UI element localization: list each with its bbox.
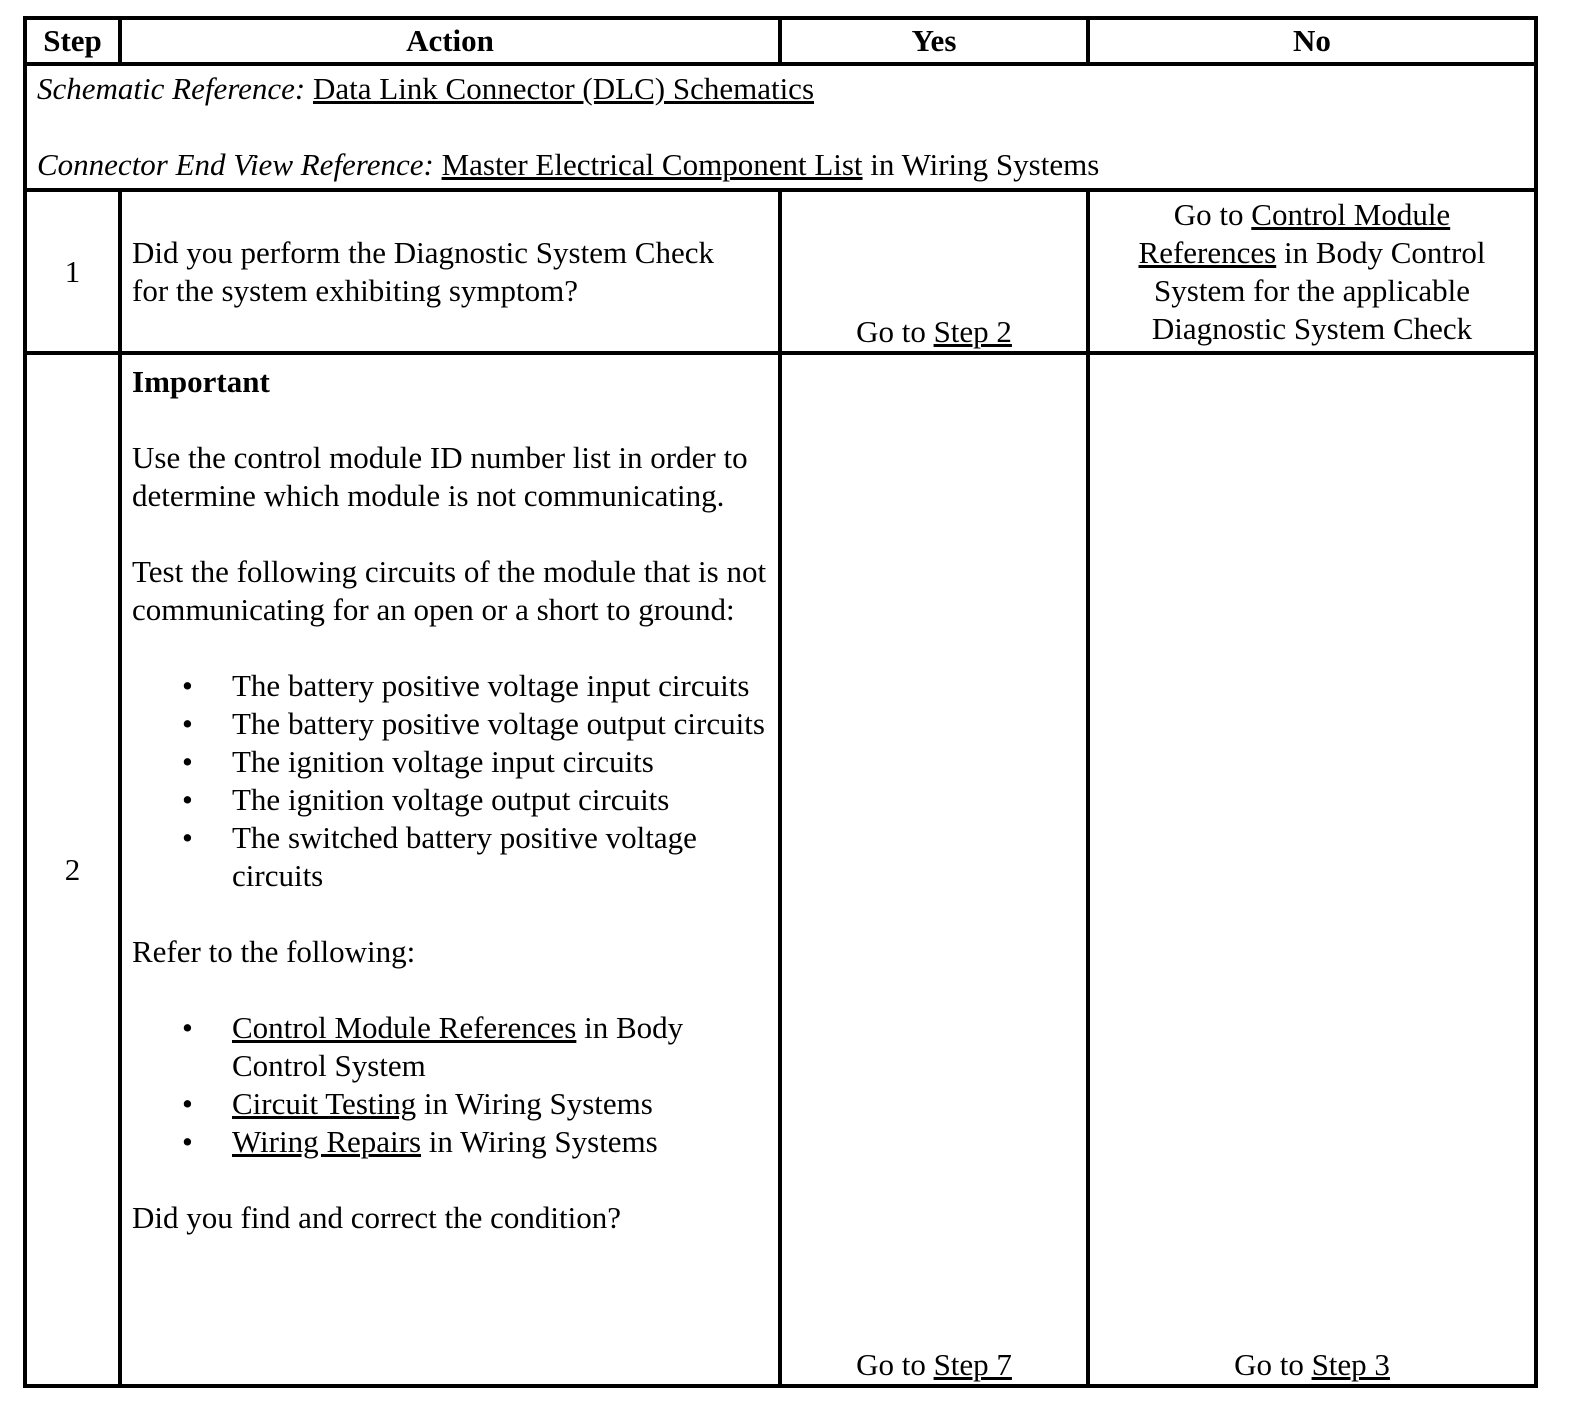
step-2-no-prefix: Go to <box>1234 1347 1312 1382</box>
refer-text: Refer to the following: <box>132 934 416 969</box>
step-1-no-line3: System for the applicable <box>1154 273 1470 308</box>
step-1-action <box>120 190 780 353</box>
list-item: • The switched battery positive voltage circuits <box>132 819 770 895</box>
step-2-action <box>120 353 780 1386</box>
connector-reference <box>37 146 1524 184</box>
step-1-number: 1 <box>25 190 120 353</box>
list-item <box>132 1123 770 1161</box>
reference-list <box>132 1009 770 1161</box>
step-1-row <box>25 190 1536 353</box>
schematic-reference <box>37 70 1524 108</box>
header-action: Action <box>120 18 780 64</box>
ref-suffix: in Body Control System <box>232 1010 684 1083</box>
step-1-no-link-part1[interactable]: Control Module <box>1251 197 1451 232</box>
list-item: • The battery positive voltage input circuits <box>132 667 770 705</box>
step-2-yes-prefix: Go to <box>856 1347 934 1382</box>
reference-cell <box>25 64 1536 190</box>
list-item: • The ignition voltage input circuits <box>132 743 770 781</box>
step-2-row <box>25 353 1536 1386</box>
step-2-para2: Test the following circuits of the module that is not communicating for an open or a short to ground: <box>132 554 767 627</box>
step-2-no <box>1088 353 1536 1386</box>
step-1-no-line4: Diagnostic System Check <box>1151 311 1473 346</box>
ref-suffix: in Wiring Systems <box>421 1124 658 1159</box>
connector-reference-label: Connector End View Reference: <box>37 147 434 182</box>
ref-link-wiring-repairs[interactable]: Wiring Repairs <box>232 1124 422 1159</box>
diagnostic-table <box>23 16 1538 1388</box>
header-row <box>25 18 1536 64</box>
connector-reference-suffix: in Wiring Systems <box>862 147 1100 182</box>
reference-row <box>25 64 1536 190</box>
step-2-yes <box>780 353 1088 1386</box>
list-item <box>132 1085 770 1123</box>
ref-suffix: in Wiring Systems <box>416 1086 653 1121</box>
ref-link-control-module[interactable]: Control Module References <box>232 1010 577 1045</box>
schematic-reference-link[interactable]: Data Link Connector (DLC) Schematics <box>312 71 815 106</box>
step-2-no-link[interactable]: Step 3 <box>1311 1347 1390 1382</box>
step-1-yes <box>780 190 1088 353</box>
circuit-list <box>132 667 770 895</box>
ref-link-circuit-testing[interactable]: Circuit Testing <box>232 1086 417 1121</box>
step-1-no-prefix: Go to <box>1173 197 1252 232</box>
header-no: No <box>1088 18 1536 64</box>
header-yes: Yes <box>780 18 1088 64</box>
list-item: • The ignition voltage output circuits <box>132 781 770 819</box>
important-heading: Important <box>132 364 270 399</box>
step-1-yes-prefix: Go to <box>856 314 934 349</box>
step-2-para1: Use the control module ID number list in order to determine which module is not communicating. <box>132 440 748 513</box>
connector-reference-link[interactable]: Master Electrical Component List <box>441 147 863 182</box>
list-item: • The battery positive voltage output circuits <box>132 705 770 743</box>
step-1-no-link-part2[interactable]: References <box>1138 235 1277 270</box>
step-2-number: 2 <box>25 353 120 1386</box>
step-1-no <box>1088 190 1536 353</box>
list-item <box>132 1009 770 1085</box>
step-2-question: Did you find and correct the condition? <box>132 1200 621 1235</box>
step-2-yes-link[interactable]: Step 7 <box>933 1347 1012 1382</box>
step-1-yes-link[interactable]: Step 2 <box>933 314 1012 349</box>
header-step: Step <box>25 18 120 64</box>
step-1-no-suffix: in Body Control <box>1276 235 1486 270</box>
step-1-question-line1: Did you perform the Diagnostic System Check <box>132 234 715 270</box>
schematic-reference-label: Schematic Reference: <box>37 71 306 106</box>
step-1-question-line2: for the system exhibiting symptom? <box>132 272 579 308</box>
